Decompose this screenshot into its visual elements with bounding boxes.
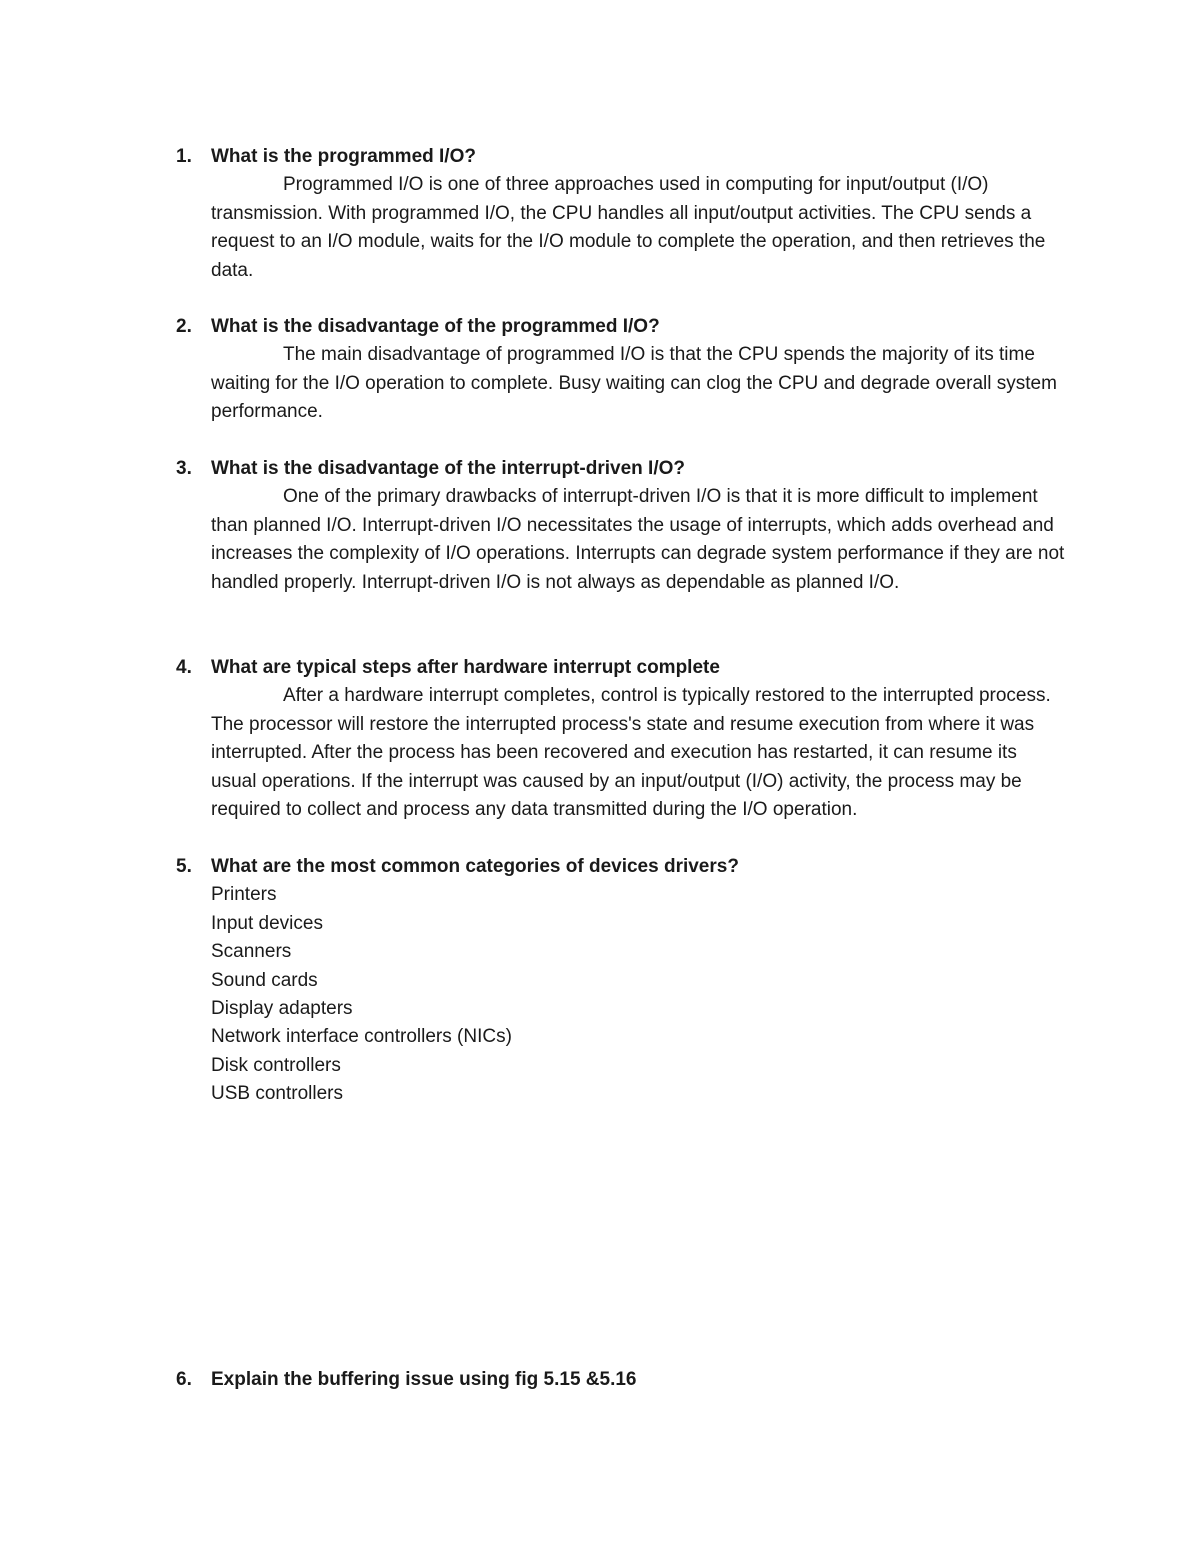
- question-item-6: [176, 1366, 1066, 1394]
- device-driver-list: [211, 881, 1066, 1108]
- question-number: 1.: [176, 146, 192, 167]
- answer-paragraph: After a hardware interrupt completes, control is typically restored to the interrupted process. The processor will restore the interrupted process's state and resume execution from where it was interrupted. After the process has been recovered and execution has restarted, it can resume its usual operations. If the interrupt was caused by an input/output (I/O) activity, the process may be required to collect and process any data transmitted during the I/O operation.: [211, 685, 1051, 821]
- list-item: Scanners: [211, 941, 292, 963]
- question-number: 4.: [176, 657, 192, 678]
- question-number: 5.: [176, 856, 192, 877]
- question-number: 3.: [176, 458, 192, 479]
- list-item: Disk controllers: [211, 1054, 341, 1076]
- list-item: Sound cards: [211, 969, 318, 991]
- question-item-5: [176, 853, 1066, 1109]
- list-item: Network interface controllers (NICs): [211, 1026, 512, 1048]
- answer-paragraph: One of the primary drawbacks of interrupt-driven I/O is that it is more difficult to implement than planned I/O. Interrupt-driven I/O necessitates the usage of interrupts, which adds overhead and increases the complexity of I/O operations. Interrupts can degrade system performance if they are not handled properly. Interrupt-driven I/O is not always as dependable as planned I/O.: [211, 486, 1065, 593]
- question-heading: What is the disadvantage of the interrupt-driven I/O?: [211, 458, 685, 479]
- list-item: Input devices: [211, 912, 323, 934]
- list-item: USB controllers: [211, 1083, 343, 1105]
- question-heading: What are typical steps after hardware interrupt complete: [211, 657, 720, 678]
- list-item: Printers: [211, 884, 277, 906]
- question-item-3: [176, 455, 1066, 597]
- question-number: 6.: [176, 1369, 192, 1390]
- question-item-2: [176, 313, 1066, 427]
- question-heading: What are the most common categories of devices drivers?: [211, 856, 739, 877]
- list-item: Display adapters: [211, 998, 353, 1020]
- question-number: 2.: [176, 316, 192, 337]
- question-heading: Explain the buffering issue using fig 5.15 &5.16: [211, 1369, 637, 1390]
- question-heading: What is the programmed I/O?: [211, 146, 476, 167]
- question-heading: What is the disadvantage of the programmed I/O?: [211, 316, 660, 337]
- answer-paragraph: Programmed I/O is one of three approaches used in computing for input/output (I/O) transmission. With programmed I/O, the CPU handles all input/output activities. The CPU sends a request to an I/O module, waits for the I/O module to complete the operation, and then retrieves the data.: [211, 174, 1046, 281]
- question-item-4: [176, 654, 1066, 824]
- answer-paragraph: The main disadvantage of programmed I/O is that the CPU spends the majority of its time waiting for the I/O operation to complete. Busy waiting can clog the CPU and degrade overall system performance.: [211, 344, 1057, 423]
- question-item-1: [176, 143, 1066, 285]
